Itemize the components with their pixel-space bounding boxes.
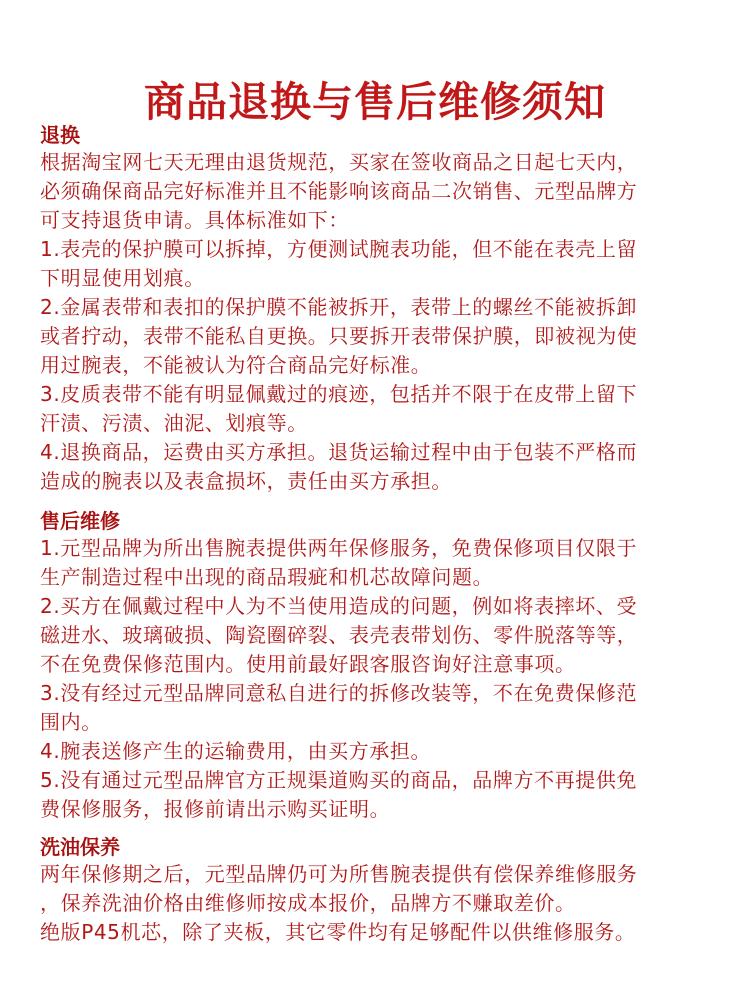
text-line: 造成的腕表以及表盒损坏，责任由买方承担。 — [40, 469, 452, 493]
text-line: 5.没有通过元型品牌官方正规渠道购买的商品，品牌方不再提供免 — [40, 768, 638, 792]
text-line: 不在免费保修范围内。使用前最好跟客服咨询好注意事项。 — [40, 652, 576, 676]
text-line: 2.金属表带和表扣的保护膜不能被拆开，表带上的螺丝不能被拆卸 — [40, 295, 638, 319]
text-line: 或者拧动，表带不能私自更换。只要拆开表带保护膜，即被视为使 — [40, 324, 638, 348]
text-line: ，保养洗油价格由维修师按成本报价，品牌方不赚取差价。 — [40, 891, 576, 915]
returns-section — [40, 122, 730, 496]
text-line: 费保修服务，报修前请出示购买证明。 — [40, 797, 391, 821]
text-line: 4.退换商品，运费由买方承担。退货运输过程中由于包装不严格而 — [40, 440, 638, 464]
maintenance-body — [40, 860, 730, 947]
repair-body — [40, 534, 730, 824]
text-line: 下明显使用划痕。 — [40, 266, 205, 290]
maintenance-heading: 洗油保养 — [40, 835, 120, 859]
text-line: 可支持退货申请。具体标准如下： — [40, 208, 349, 232]
text-line: 1.表壳的保护膜可以拆掉，方便测试腕表功能，但不能在表壳上留 — [40, 237, 638, 261]
text-line: 3.没有经过元型品牌同意私自进行的拆修改装等，不在免费保修范 — [40, 681, 638, 705]
repair-section — [40, 508, 730, 824]
text-line: 磁进水、玻璃破损、陶瓷圈碎裂、表壳表带划伤、零件脱落等等， — [40, 623, 638, 647]
text-line: 生产制造过程中出现的商品瑕疵和机芯故障问题。 — [40, 565, 494, 589]
text-line: 用过腕表，不能被认为符合商品完好标准。 — [40, 353, 432, 377]
maintenance-section — [40, 834, 730, 947]
text-line: 汗渍、污渍、油泥、划痕等。 — [40, 411, 308, 435]
text-line: 1.元型品牌为所出售腕表提供两年保修服务，免费保修项目仅限于 — [40, 536, 638, 560]
text-line: 根据淘宝网七天无理由退货规范，买家在签收商品之日起七天内， — [40, 150, 638, 174]
text-line: 3.皮质表带不能有明显佩戴过的痕迹，包括并不限于在皮带上留下 — [40, 382, 638, 406]
returns-body — [40, 148, 730, 496]
text-line: 2.买方在佩戴过程中人为不当使用造成的问题，例如将表摔坏、受 — [40, 594, 638, 618]
page-title: 商品退换与售后维修须知 — [144, 78, 606, 127]
text-line: 必须确保商品完好标准并且不能影响该商品二次销售、元型品牌方 — [40, 179, 638, 203]
text-line: 围内。 — [40, 710, 102, 734]
text-line: 绝版P45机芯，除了夹板，其它零件均有足够配件以供维修服务。 — [40, 920, 636, 944]
repair-heading: 售后维修 — [40, 509, 120, 533]
text-line: 4.腕表送修产生的运输费用，由买方承担。 — [40, 739, 432, 763]
text-line: 两年保修期之后，元型品牌仍可为所售腕表提供有偿保养维修服务 — [40, 862, 638, 886]
returns-heading: 退换 — [40, 123, 80, 147]
